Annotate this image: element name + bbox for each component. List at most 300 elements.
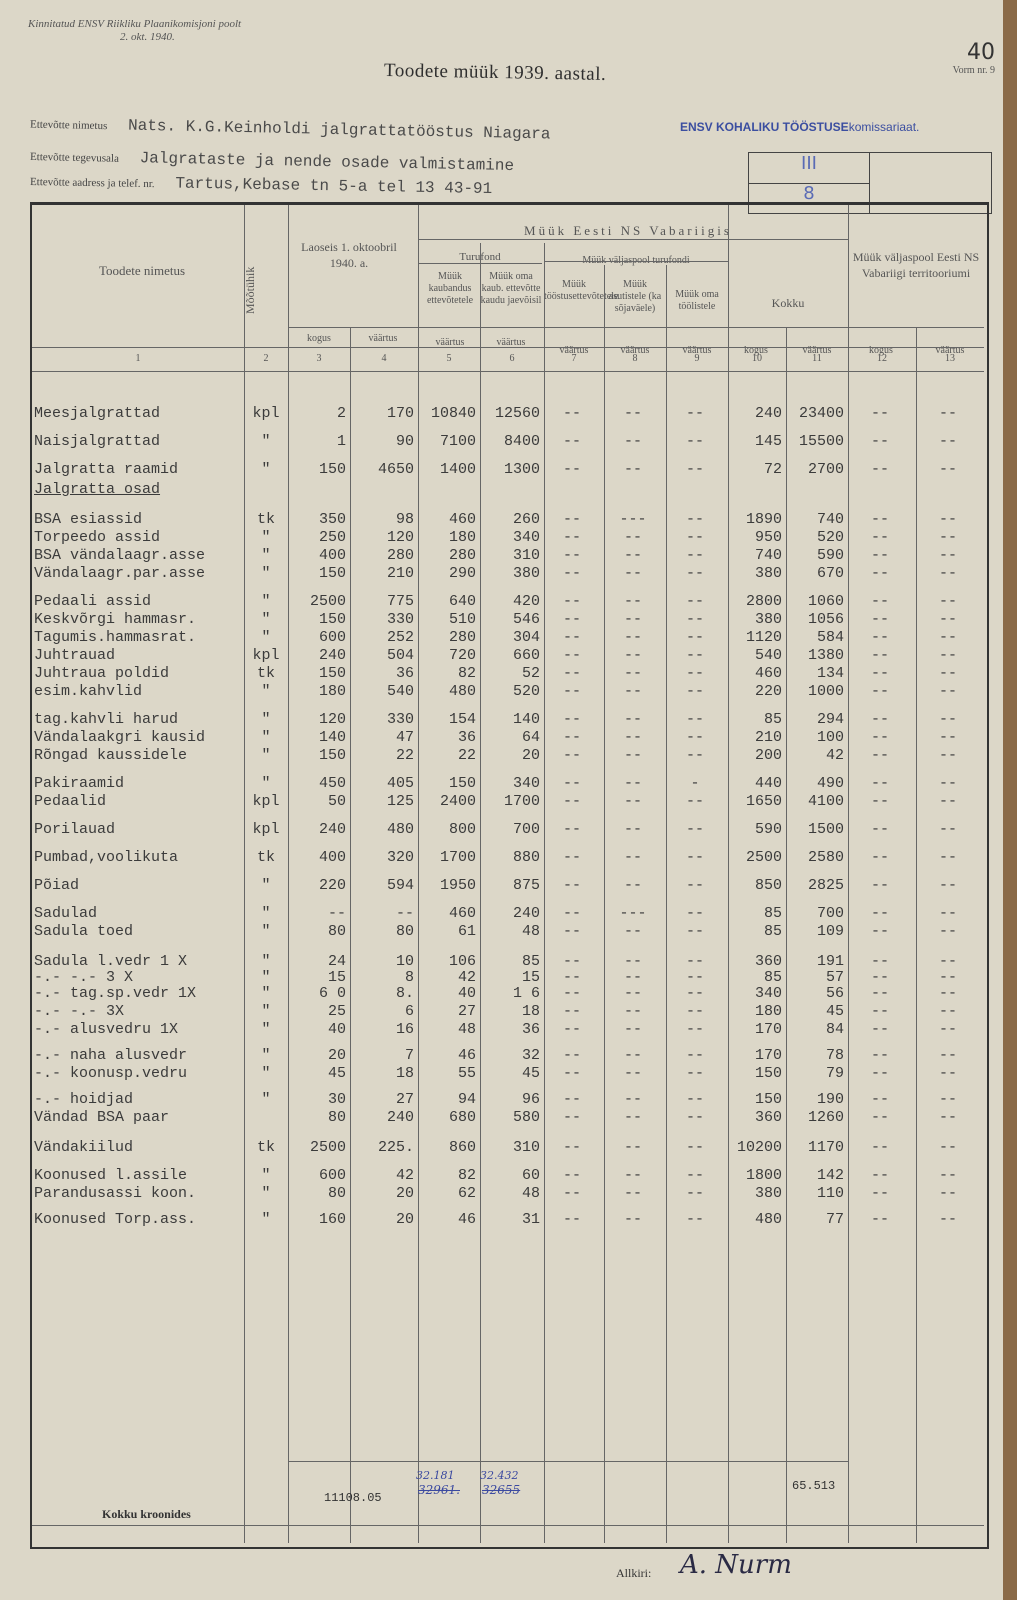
value-cell: 1060 [807,593,844,610]
value-cell: -- [870,647,889,664]
value-cell: -- [870,877,889,894]
value-cell: 590 [816,547,844,564]
unit-cell: " [261,1003,271,1020]
value-cell: -- [938,529,957,546]
value-cell: -- [938,747,957,764]
grid-hline [32,1525,984,1526]
value-cell: 1170 [807,1139,844,1156]
totals-col6-handwritten: 32.432 [480,1469,519,1482]
table-row [32,433,984,451]
value-cell: -- [623,793,642,810]
header-col6: Müük oma kaub. ettevõtte kaudu jaevõisil [480,271,542,306]
unit-cell: " [261,711,271,728]
value-cell: 180 [448,529,476,546]
value-cell: 340 [512,775,540,792]
value-cell: -- [685,905,704,922]
value-cell: 360 [754,953,782,970]
value-cell: 150 [754,1065,782,1082]
unit-cell: kpl [252,405,280,422]
value-cell: -- [870,565,889,582]
value-cell: 330 [386,611,414,628]
value-cell: 12560 [494,405,540,422]
header-val-6: väärtus [496,337,526,348]
value-cell: -- [870,849,889,866]
value-cell: -- [623,629,642,646]
value-cell: 150 [318,747,346,764]
value-cell: 150 [318,461,346,478]
product-name: Vändalaagr.par.asse [34,565,206,582]
grid-hline [288,327,984,328]
header-unit: Mõõtühik [243,266,257,314]
value-cell: -- [623,433,642,450]
column-number: 10 [752,353,762,364]
product-name: tag.kahvli harud [34,711,179,728]
column-number: 5 [446,353,452,364]
value-cell: 45 [521,1065,540,1082]
value-cell: 420 [512,593,540,610]
value-cell: -- [685,611,704,628]
product-name: Jalgratta raamid [34,461,179,478]
value-cell: 600 [318,629,346,646]
stamp-suffix: komissariaat. [848,120,920,134]
value-cell: 82 [457,1167,476,1184]
value-cell: -- [562,711,581,728]
value-cell: 50 [327,793,346,810]
value-cell: -- [623,923,642,940]
value-cell: 510 [448,611,476,628]
value-cell: -- [562,1091,581,1108]
value-cell: -- [870,905,889,922]
value-cell: 360 [754,1109,782,1126]
value-cell: 1950 [439,877,476,894]
value-cell: 142 [816,1167,844,1184]
value-cell: 27 [395,1091,414,1108]
form-label: Vorm nr. 9 [952,65,995,76]
value-cell: 660 [512,647,540,664]
value-cell: -- [562,529,581,546]
unit-cell: " [261,953,271,970]
value-cell: 60 [521,1167,540,1184]
value-cell: 42 [825,747,844,764]
value-cell: -- [562,565,581,582]
value-cell: 440 [754,775,782,792]
table-row [32,565,984,583]
header-outside: Müük väljaspool Eesti NS Vabariigi territooriumi [852,250,980,280]
table-row [32,665,984,683]
value-cell: - [690,775,700,792]
product-name: -.- -.- 3X [34,1003,125,1020]
table-row [32,1211,984,1229]
header-val-4: väärtus [368,333,398,344]
value-cell: -- [938,1167,957,1184]
value-cell: -- [685,1003,704,1020]
value-cell: -- [327,905,346,922]
value-cell: 180 [754,1003,782,1020]
product-name: Jalgratta osad [34,481,161,498]
value-cell: 584 [816,629,844,646]
value-cell: 850 [754,877,782,894]
value-cell: -- [685,647,704,664]
table-row [32,747,984,765]
value-cell: 280 [386,547,414,564]
value-cell: 10840 [430,405,476,422]
page-number: 40 [967,40,995,65]
product-name: esim.kahvlid [34,683,143,700]
unit-cell: " [261,775,271,792]
value-cell: -- [623,729,642,746]
value-cell: 100 [816,729,844,746]
value-cell: -- [685,729,704,746]
value-cell: -- [685,565,704,582]
value-cell: 1400 [439,461,476,478]
column-number: 2 [263,353,269,364]
totals-col5-handwritten: 32.181 [416,1469,455,1482]
value-cell: -- [938,1211,957,1228]
header-qty-12: kogus [869,345,893,356]
table-row [32,547,984,565]
value-cell: -- [685,1065,704,1082]
sales-table [30,202,989,1549]
value-cell: -- [623,849,642,866]
totals-label: Kokku kroonides [102,1507,191,1521]
table-row [32,985,984,1003]
value-cell: 2580 [807,849,844,866]
product-name: Koonused Torp.ass. [34,1211,197,1228]
value-cell: -- [562,1109,581,1126]
product-name: -.- naha alusvedr [34,1047,188,1064]
value-cell: 57 [825,969,844,986]
value-cell: 18 [521,1003,540,1020]
value-cell: 2400 [439,793,476,810]
value-cell: -- [938,1003,957,1020]
table-row [32,611,984,629]
value-cell: -- [562,953,581,970]
value-cell: 1700 [439,849,476,866]
header-sales-estonia: Müük Eesti NS Vabariigis [524,223,732,238]
value-cell: 85 [521,953,540,970]
value-cell: 31 [521,1211,540,1228]
enterprise-name-label: Ettevõtte nimetus [29,118,108,133]
value-cell: -- [870,821,889,838]
unit-cell: tk [256,1139,275,1156]
table-row [32,593,984,611]
signature-label: Allkiri: [616,1566,652,1580]
value-cell: 1 6 [512,985,540,1002]
value-cell: 590 [754,821,782,838]
value-cell: -- [870,1021,889,1038]
value-cell: 880 [512,849,540,866]
value-cell: -- [623,877,642,894]
value-cell: -- [870,461,889,478]
unit-cell: " [261,877,271,894]
value-cell: -- [870,775,889,792]
value-cell: 310 [512,1139,540,1156]
value-cell: -- [623,1065,642,1082]
value-cell: -- [938,821,957,838]
value-cell: 8 [404,969,414,986]
value-cell: -- [562,629,581,646]
column-number: 7 [571,353,577,364]
value-cell: 20 [395,1211,414,1228]
column-number: 6 [509,353,515,364]
product-name: Naisjalgrattad [34,433,161,450]
value-cell: 46 [457,1047,476,1064]
value-cell: 94 [457,1091,476,1108]
value-cell: 240 [512,905,540,922]
value-cell: -- [685,877,704,894]
value-cell: -- [938,405,957,422]
value-cell: 150 [318,665,346,682]
value-cell: -- [870,985,889,1002]
value-cell: -- [685,511,704,528]
unit-cell: " [261,593,271,610]
value-cell: 2500 [745,849,782,866]
value-cell: 280 [448,547,476,564]
column-number: 13 [945,353,955,364]
header-col8: Müük asutistele (ka sõjaväele) [608,279,662,314]
value-cell: 2 [336,405,346,422]
value-cell: -- [562,1211,581,1228]
value-cell: 80 [395,923,414,940]
table-row [32,629,984,647]
column-number: 4 [381,353,387,364]
value-cell: 450 [318,775,346,792]
product-name: Parandusassi koon. [34,1185,197,1202]
value-cell: -- [685,683,704,700]
value-cell: 7 [404,1047,414,1064]
value-cell: 40 [457,985,476,1002]
value-cell: 350 [318,511,346,528]
value-cell: -- [938,629,957,646]
value-cell: 280 [448,629,476,646]
value-cell: -- [562,849,581,866]
value-cell: 20 [395,1185,414,1202]
product-name: Vändalaakgri kausid [34,729,206,746]
unit-cell: " [261,629,271,646]
unit-cell: " [261,611,271,628]
product-name: Pumbad,voolikuta [34,849,179,866]
value-cell: 700 [512,821,540,838]
value-cell: -- [938,729,957,746]
value-cell: 80 [327,923,346,940]
value-cell: 48 [521,923,540,940]
value-cell: 240 [318,821,346,838]
value-cell: 400 [318,849,346,866]
table-row [32,1021,984,1039]
value-cell: -- [938,511,957,528]
unit-cell: " [261,547,271,564]
totals-stock-value: 11108.05 [324,1491,382,1505]
value-cell: -- [562,1065,581,1082]
header-product: Toodete nimetus [98,263,186,278]
value-cell: -- [562,793,581,810]
value-cell: 20 [521,747,540,764]
value-cell: -- [870,729,889,746]
column-number: 3 [316,353,322,364]
value-cell: -- [685,969,704,986]
value-cell: 800 [448,821,476,838]
value-cell: 220 [318,877,346,894]
value-cell: 220 [754,683,782,700]
value-cell: -- [685,849,704,866]
value-cell: 4650 [377,461,414,478]
value-cell: 2825 [807,877,844,894]
value-cell: 82 [457,665,476,682]
unit-cell: " [261,1185,271,1202]
value-cell: -- [623,647,642,664]
value-cell: -- [938,849,957,866]
unit-cell: " [261,1047,271,1064]
value-cell: -- [870,793,889,810]
value-cell: -- [562,511,581,528]
value-cell: 304 [512,629,540,646]
value-cell: 294 [816,711,844,728]
value-cell: 32 [521,1047,540,1064]
value-cell: 78 [825,1047,844,1064]
table-row [32,877,984,895]
value-cell: 154 [448,711,476,728]
unit-cell: " [261,1021,271,1038]
value-cell: 56 [825,985,844,1002]
value-cell: 1 [336,433,346,450]
header-col5: Müük kaubandus ettevõtetele [426,271,474,306]
value-cell: 225. [377,1139,414,1156]
value-cell: 120 [386,529,414,546]
value-cell: 24 [327,953,346,970]
value-cell: -- [623,461,642,478]
value-cell: -- [938,1065,957,1082]
unit-cell: " [261,1167,271,1184]
value-cell: 480 [448,683,476,700]
product-name: Põiad [34,877,80,894]
value-cell: -- [562,821,581,838]
value-cell: 480 [386,821,414,838]
value-cell: -- [562,747,581,764]
commissariat-stamp [680,120,919,134]
value-cell: 145 [754,433,782,450]
value-cell: -- [870,511,889,528]
table-row [32,1109,984,1127]
value-cell: 520 [512,683,540,700]
value-cell: -- [938,1185,957,1202]
table-row [32,1047,984,1065]
value-cell: -- [938,985,957,1002]
value-cell: -- [685,665,704,682]
column-number: 12 [877,353,887,364]
value-cell: 62 [457,1185,476,1202]
value-cell: -- [623,405,642,422]
value-cell: 950 [754,529,782,546]
value-cell: -- [562,461,581,478]
unit-cell: " [261,565,271,582]
value-cell: -- [562,1003,581,1020]
value-cell: -- [623,747,642,764]
header-outside-turufond: Müük väljaspool turufondi [582,255,690,266]
value-cell: 460 [754,665,782,682]
value-cell: -- [685,461,704,478]
value-cell: 240 [318,647,346,664]
value-cell: -- [623,1003,642,1020]
unit-cell: " [261,969,271,986]
value-cell: -- [623,1167,642,1184]
table-row [32,1091,984,1109]
value-cell: -- [870,1065,889,1082]
value-cell: 85 [763,711,782,728]
table-row [32,511,984,529]
value-cell: 61 [457,923,476,940]
value-cell: -- [870,593,889,610]
column-number: 11 [812,353,822,364]
value-cell: 4100 [807,793,844,810]
header-qty-3: kogus [307,333,331,344]
value-cell: -- [938,1021,957,1038]
value-cell: -- [870,665,889,682]
value-cell: -- [623,565,642,582]
value-cell: 170 [754,1047,782,1064]
value-cell: 540 [754,647,782,664]
grid-hline [418,239,848,240]
value-cell: 85 [763,923,782,940]
product-name: Vändad BSA paar [34,1109,170,1126]
value-cell: 1120 [745,629,782,646]
value-cell: -- [870,711,889,728]
value-cell: -- [623,969,642,986]
value-cell: -- [623,529,642,546]
approval-line-2: 2. okt. 1940. [120,31,175,43]
value-cell: 670 [816,565,844,582]
value-cell: -- [938,711,957,728]
value-cell: -- [870,969,889,986]
value-cell: 18 [395,1065,414,1082]
value-cell: 330 [386,711,414,728]
value-cell: -- [562,969,581,986]
value-cell: -- [562,547,581,564]
table-row [32,1185,984,1203]
value-cell: --- [619,511,647,528]
value-cell: 680 [448,1109,476,1126]
grid-vline [666,265,667,327]
value-cell: 46 [457,1211,476,1228]
value-cell: -- [685,821,704,838]
value-cell: 504 [386,647,414,664]
value-cell: -- [562,1021,581,1038]
value-cell: 700 [816,905,844,922]
value-cell: 310 [512,547,540,564]
value-cell: 2500 [309,1139,346,1156]
value-cell: 42 [457,969,476,986]
grid-hline [32,347,984,348]
table-row [32,711,984,729]
unit-cell: " [261,683,271,700]
grid-hline [418,263,542,264]
unit-cell: kpl [252,647,280,664]
value-cell: 720 [448,647,476,664]
value-cell: 490 [816,775,844,792]
value-cell: 106 [448,953,476,970]
table-row [32,1065,984,1083]
value-cell: -- [685,1185,704,1202]
table-row [32,905,984,923]
value-cell: -- [685,711,704,728]
product-name: Pakiraamid [34,775,125,792]
value-cell: 125 [386,793,414,810]
value-cell: -- [623,1211,642,1228]
value-cell: 84 [825,1021,844,1038]
value-cell: -- [685,433,704,450]
grid-hline [32,371,984,372]
value-cell: -- [623,611,642,628]
value-cell: --- [619,905,647,922]
